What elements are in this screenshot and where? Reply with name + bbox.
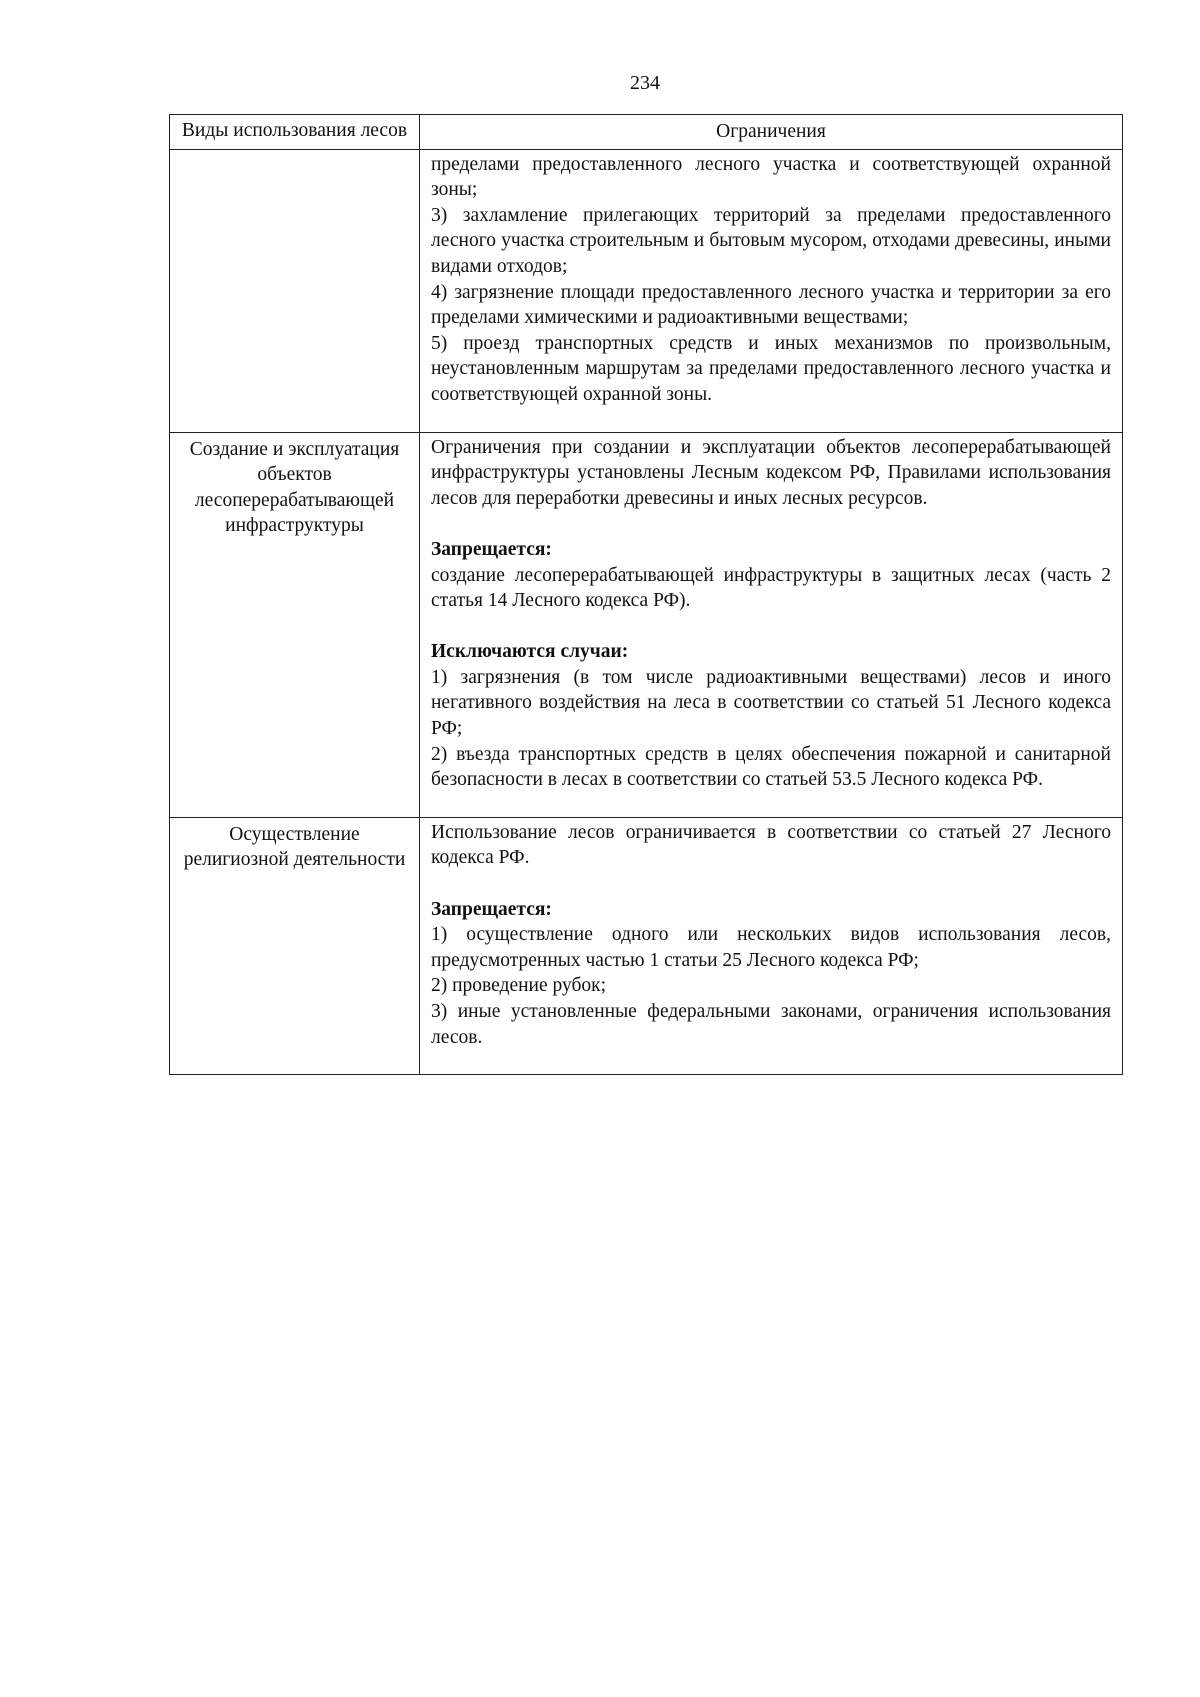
prohibited-heading: Запрещается: xyxy=(431,538,552,560)
table-row xyxy=(170,149,1123,432)
table-row xyxy=(170,432,1123,817)
spacer xyxy=(431,871,1111,897)
page-number: 234 xyxy=(630,72,660,94)
exception-item: 2) въезда транспортных средств в целях обеспечения пожарной и санитарной безопасности в лесах в соответствии со статьей 53.5 Лесного кодекса РФ. xyxy=(431,743,1111,791)
restriction-intro: Ограничения при создании и эксплуатации объектов лесоперерабатывающей инфраструктуры установлены Лесным кодексом РФ, Правилами использования лесов для переработки древесины и иных лесных ресурсов. xyxy=(431,436,1111,509)
spacer xyxy=(431,511,1111,537)
prohibited-item: 1) осуществление одного или нескольких видов использования лесов, предусмотренных частью 1 статьи 25 Лесного кодекса РФ; xyxy=(431,924,1111,971)
prohibited-item: 3) иные установленные федеральными законами, ограничения использования лесов. xyxy=(431,1001,1111,1048)
restriction-paragraph: 5) проезд транспортных средств и иных механизмов по произвольным, неустановленным маршрутам за пределами предоставленного лесного участка и соответствующей охранной зоны. xyxy=(431,332,1111,405)
row-restrictions xyxy=(420,149,1123,432)
row-restrictions xyxy=(420,817,1123,1074)
table-row xyxy=(170,817,1123,1074)
row-restrictions xyxy=(420,432,1123,817)
header-restrictions: Ограничения xyxy=(420,115,1123,150)
header-forest-use-types: Виды использования лесов xyxy=(170,115,420,150)
table-header-row xyxy=(170,115,1123,150)
restriction-paragraph: 3) захламление прилегающих территорий за пределами предоставленного лесного участка строительным и бытовым мусором, отходами древесины, иными видами отходов; xyxy=(431,204,1111,277)
restrictions-table xyxy=(169,114,1123,1075)
prohibited-text: создание лесоперерабатывающей инфраструктуры в защитных лесах (часть 2 статья 14 Лесного кодекса РФ). xyxy=(431,564,1111,612)
row-kind: Создание и эксплуатация объектов лесоперерабатывающей инфраструктуры xyxy=(170,432,420,817)
row-kind: Осуществление религиозной деятельности xyxy=(170,817,420,1074)
row-kind xyxy=(170,149,420,432)
spacer xyxy=(431,614,1111,640)
exception-item: 1) загрязнения (в том числе радиоактивными веществами) лесов и иного негативного воздействия на леса в соответствии со статьей 51 Лесного кодекса РФ; xyxy=(431,666,1111,740)
exceptions-heading: Исключаются случаи: xyxy=(431,641,629,663)
restriction-paragraph: 4) загрязнение площади предоставленного лесного участка и территории за его пределами химическими и радиоактивными веществами; xyxy=(431,281,1111,329)
restriction-paragraph: пределами предоставленного лесного участка и соответствующей охранной зоны; xyxy=(431,153,1111,201)
prohibited-item: 2) проведение рубок; xyxy=(431,975,607,997)
restriction-intro: Использование лесов ограничивается в соответствии со статьей 27 Лесного кодекса РФ. xyxy=(431,821,1111,869)
prohibited-heading: Запрещается: xyxy=(431,898,552,920)
